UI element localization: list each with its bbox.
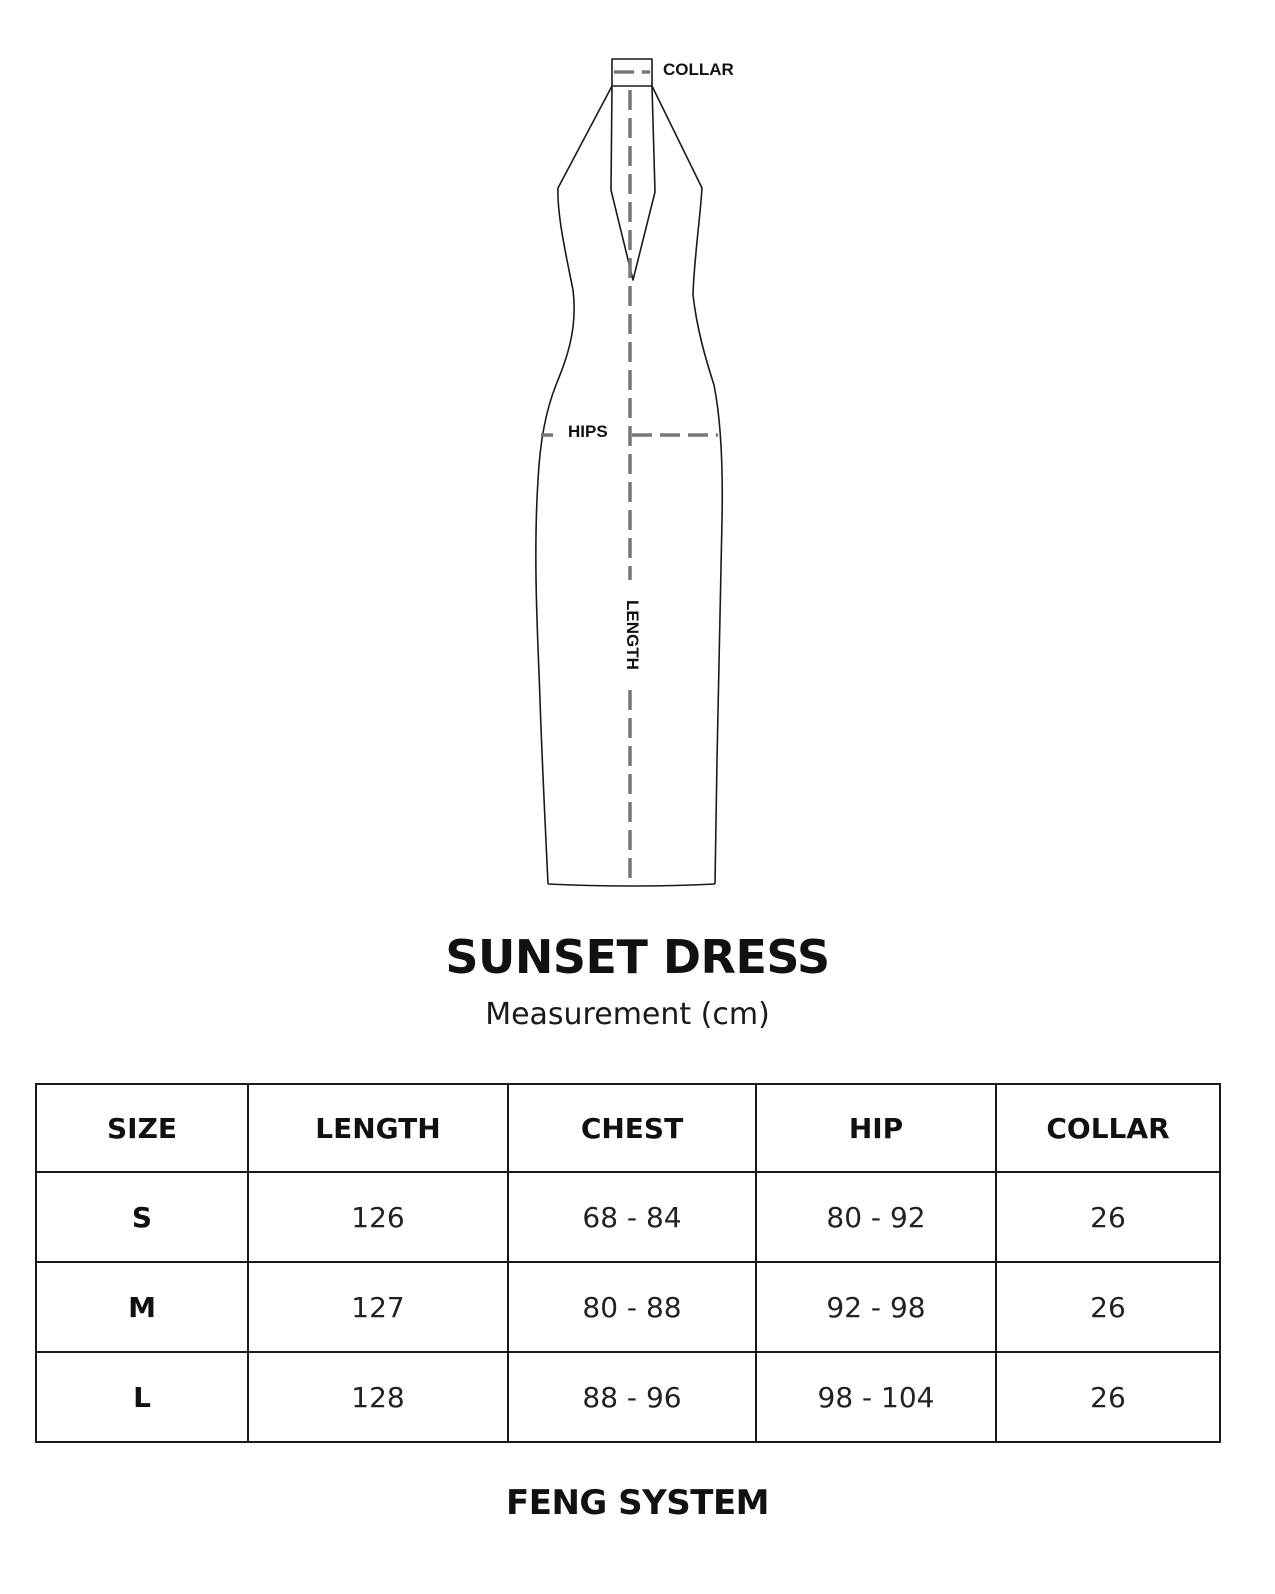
header-hip: HIP xyxy=(756,1084,996,1172)
length-cell: 128 xyxy=(248,1352,508,1442)
collar-cell: 26 xyxy=(996,1172,1220,1262)
neckline-v xyxy=(611,86,655,280)
chest-cell: 88 - 96 xyxy=(508,1352,756,1442)
table-row xyxy=(36,1352,1220,1442)
size-chart-table xyxy=(35,1083,1221,1443)
header-length: LENGTH xyxy=(248,1084,508,1172)
hip-cell: 92 - 98 xyxy=(756,1262,996,1352)
dress-left-side xyxy=(536,86,612,884)
header-size: SIZE xyxy=(36,1084,248,1172)
product-title: SUNSET DRESS xyxy=(445,930,830,984)
size-cell: S xyxy=(36,1172,248,1262)
measure-guides xyxy=(541,72,718,878)
table-row xyxy=(36,1172,1220,1262)
collar-cell: 26 xyxy=(996,1262,1220,1352)
hip-cell: 80 - 92 xyxy=(756,1172,996,1262)
size-cell: L xyxy=(36,1352,248,1442)
length-cell: 127 xyxy=(248,1262,508,1352)
hip-cell: 98 - 104 xyxy=(756,1352,996,1442)
collar-label: COLLAR xyxy=(663,60,734,79)
collar-cell: 26 xyxy=(996,1352,1220,1442)
hips-label: HIPS xyxy=(568,422,608,441)
header-collar: COLLAR xyxy=(996,1084,1220,1172)
header-chest: CHEST xyxy=(508,1084,756,1172)
measurement-unit-subtitle: Measurement (cm) xyxy=(485,997,770,1032)
length-cell: 126 xyxy=(248,1172,508,1262)
brand-name: FENG SYSTEM xyxy=(506,1483,769,1523)
table-row xyxy=(36,1262,1220,1352)
size-cell: M xyxy=(36,1262,248,1352)
dress-right-side xyxy=(652,86,722,884)
length-label: LENGTH xyxy=(623,600,642,670)
chest-cell: 80 - 88 xyxy=(508,1262,756,1352)
chest-cell: 68 - 84 xyxy=(508,1172,756,1262)
table-header-row xyxy=(36,1084,1220,1172)
dress-hem xyxy=(548,884,715,886)
